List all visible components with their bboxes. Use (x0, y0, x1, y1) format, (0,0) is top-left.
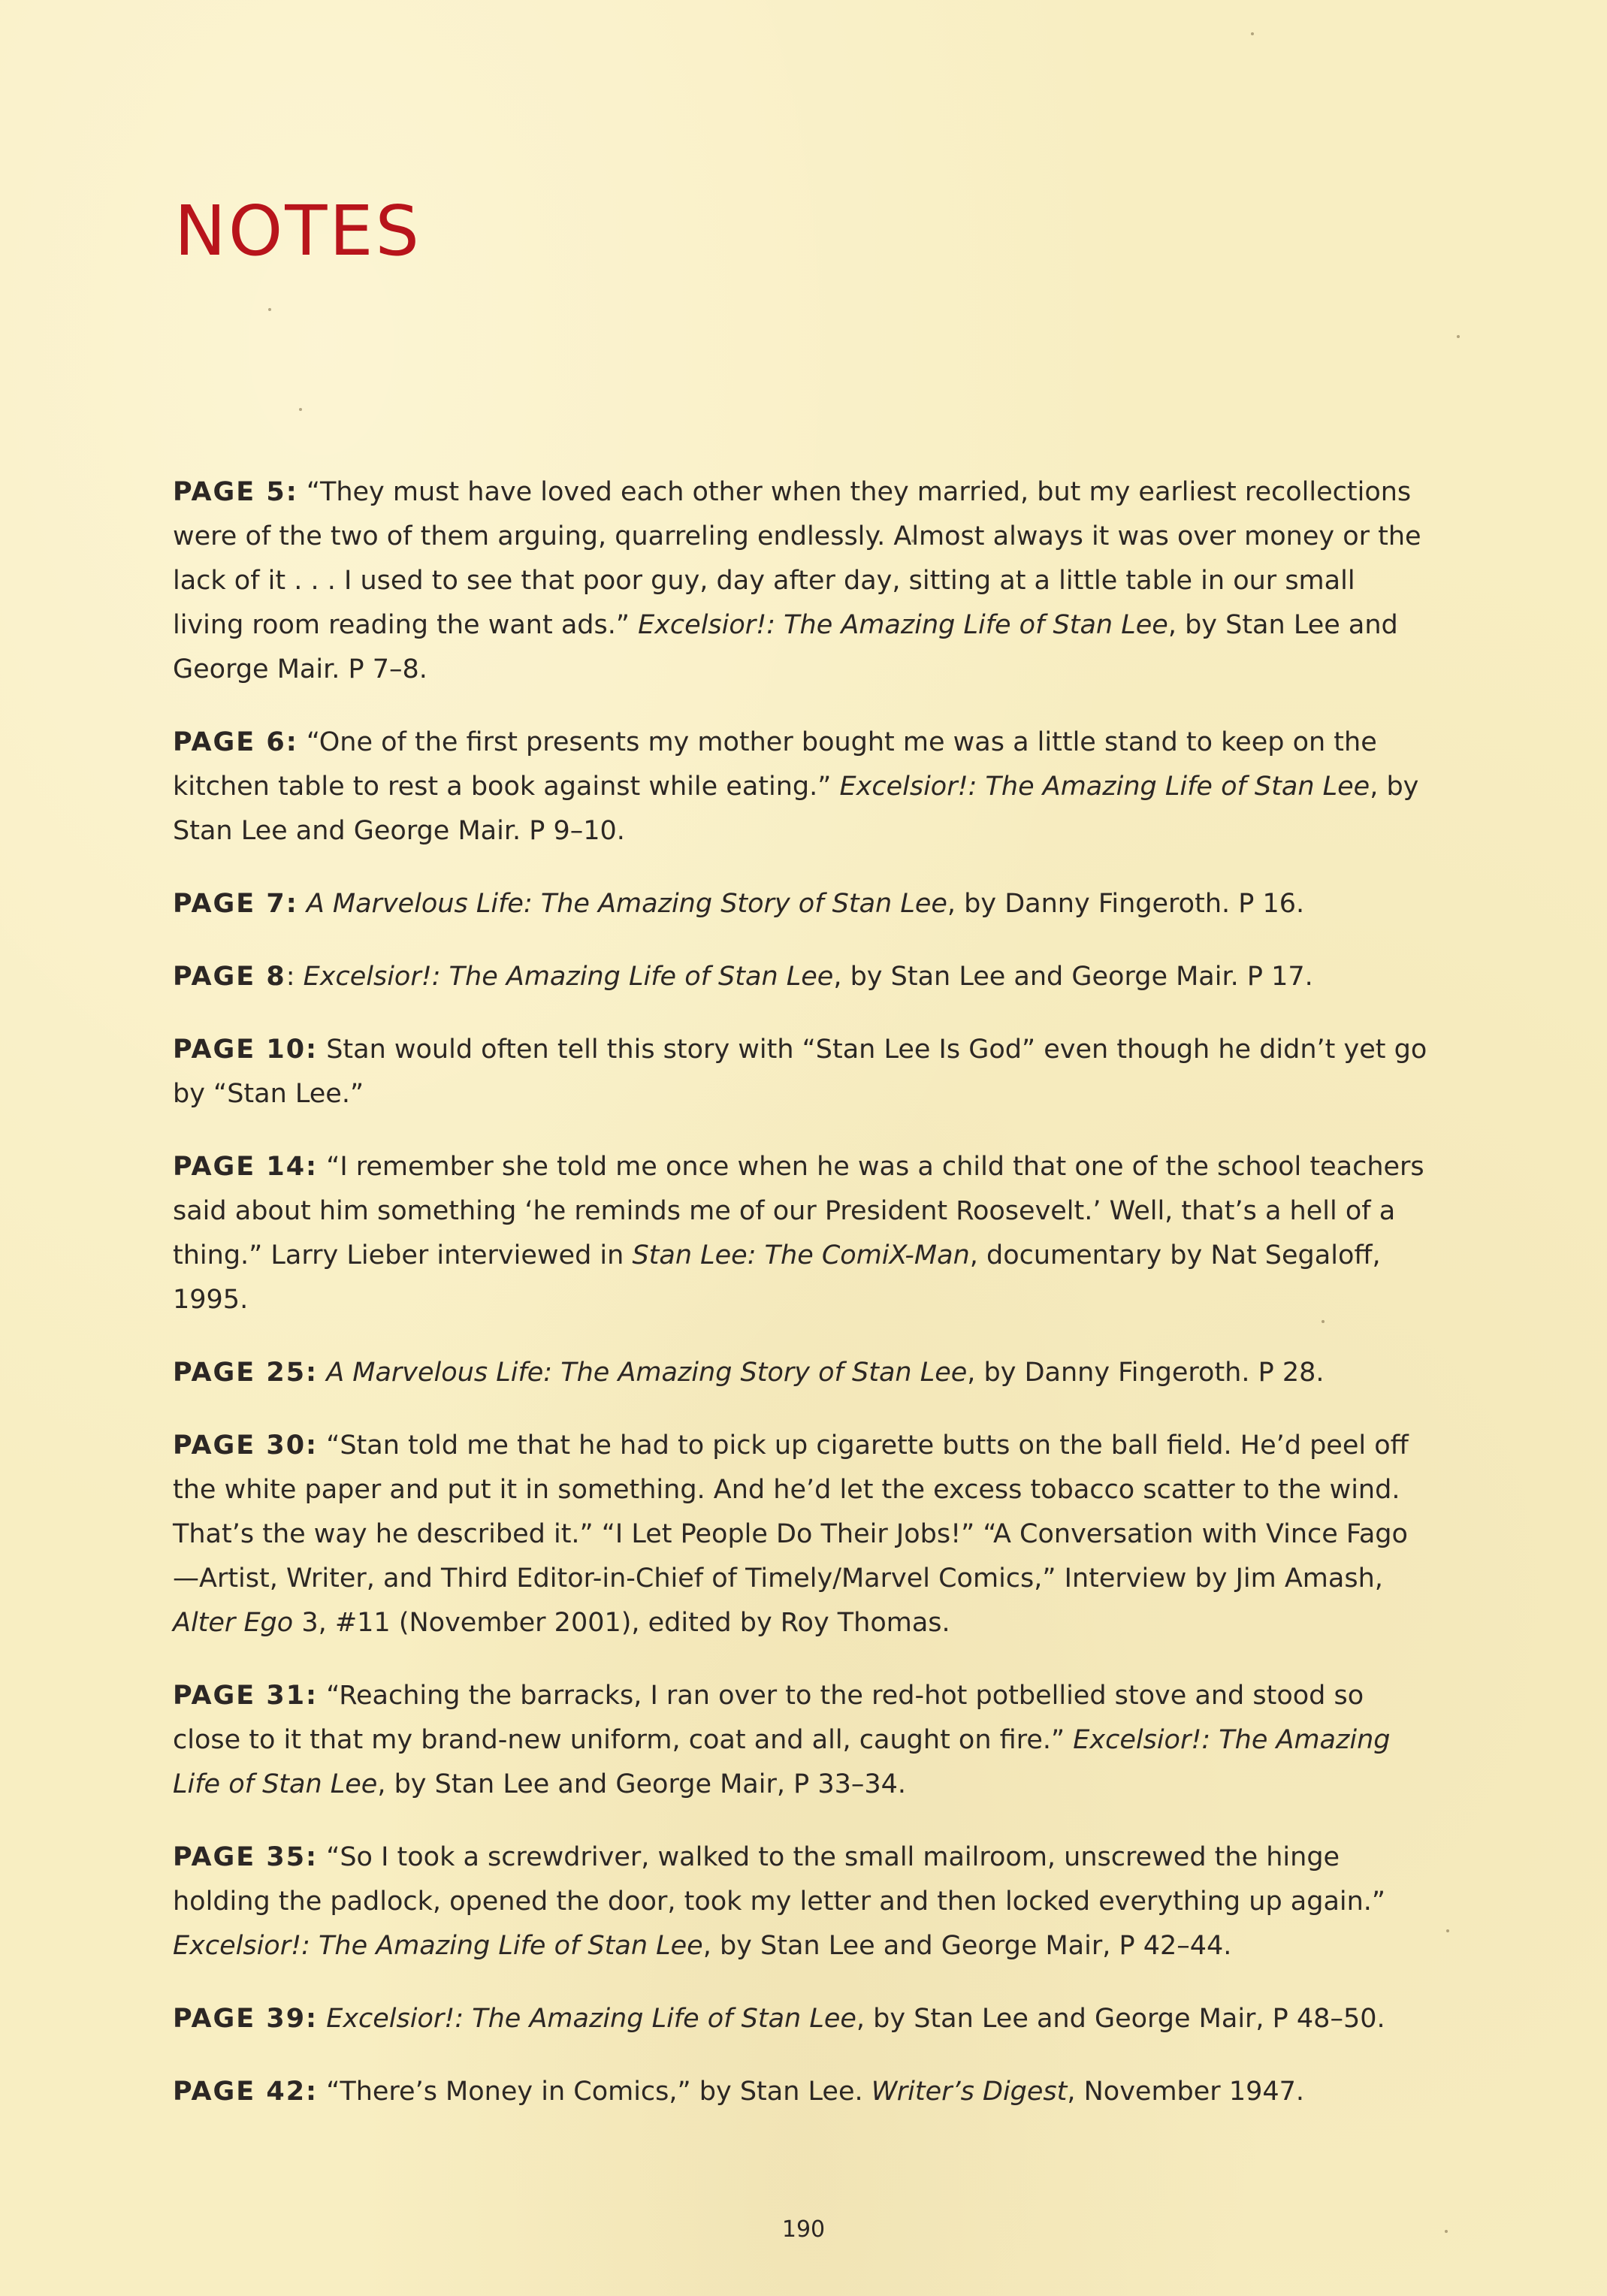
note-citation-title: A Marvelous Life: The Amazing Story of Stan Lee (326, 1358, 968, 1388)
note-entry (173, 955, 1427, 999)
note-text: , by Stan Lee and George Mair. P 7–8. (173, 610, 1398, 684)
note-text: Stan would often tell this story with “Stan Lee Is God” even though he didn’t yet go by “Stan Lee.” (173, 1035, 1427, 1109)
note-text (298, 889, 307, 919)
note-label: PAGE 5: (173, 477, 298, 507)
note-text: , by Stan Lee and George Mair. P 17. (833, 962, 1313, 992)
note-entry (173, 1424, 1427, 1645)
notes-list (173, 470, 1427, 2143)
paper-speck (1457, 335, 1460, 338)
note-text: , by Danny Fingeroth. P 28. (967, 1358, 1325, 1388)
note-entry (173, 1028, 1427, 1116)
paper-speck (1322, 1320, 1325, 1323)
note-citation-title: Excelsior!: The Amazing Life of Stan Lee (173, 1931, 703, 1961)
note-citation-title: Excelsior!: The Amazing Life of Stan Lee (326, 2004, 856, 2034)
note-text: “They must have loved each other when they married, but my earliest recollections were of the two of them arguing, quarreling endlessly. Almost always it was over money or the lack of it . . . I used to see that poor guy, day after day, sitting at a little table in our small living room reading the want ads.” (173, 477, 1421, 640)
note-label: PAGE 10: (173, 1035, 319, 1065)
note-label: PAGE 25: (173, 1358, 319, 1388)
note-citation-title: Excelsior!: The Amazing Life of Stan Lee (638, 610, 1168, 640)
note-label: PAGE 8 (173, 962, 286, 992)
note-text: “One of the first presents my mother bought me was a little stand to keep on the kitchen table to rest a book against while eating.” (173, 727, 1377, 802)
note-text: , by Stan Lee and George Mair. P 9–10. (173, 772, 1419, 846)
paper-speck (1446, 1929, 1449, 1932)
note-text: , by Stan Lee and George Mair, P 48–50. (856, 2004, 1385, 2034)
note-citation-title: Alter Ego (173, 1608, 294, 1638)
note-text: , November 1947. (1067, 2077, 1305, 2107)
note-entry (173, 1351, 1427, 1395)
note-text: “Reaching the barracks, I ran over to the red-hot potbellied stove and stood so close to it that my brand-new uniform, coat and all, caught on fire.” (173, 1681, 1364, 1755)
note-entry (173, 1674, 1427, 1807)
note-text: , by Danny Fingeroth. P 16. (947, 889, 1305, 919)
note-label: PAGE 6: (173, 727, 298, 757)
note-text: “So I took a screwdriver, walked to the small mailroom, unscrewed the hinge holding the padlock, opened the door, took my letter and then locked everything up again.” (173, 1842, 1386, 1917)
note-text: 3, #11 (November 2001), edited by Roy Thomas. (293, 1608, 950, 1638)
note-citation-title: Excelsior!: The Amazing Life of Stan Lee (839, 772, 1370, 802)
note-label: PAGE 14: (173, 1152, 319, 1182)
note-text: , documentary by Nat Segaloff, 1995. (173, 1240, 1381, 1315)
note-label: PAGE 7: (173, 889, 298, 919)
note-entry (173, 470, 1427, 692)
note-entry (173, 1997, 1427, 2041)
note-label: PAGE 35: (173, 1842, 319, 1872)
note-text: “There’s Money in Comics,” by Stan Lee. (318, 2077, 871, 2107)
note-entry (173, 1835, 1427, 1968)
note-entry (173, 721, 1427, 853)
note-label: PAGE 42: (173, 2077, 319, 2107)
note-entry (173, 1145, 1427, 1322)
note-citation-title: Writer’s Digest (871, 2077, 1068, 2107)
note-label: PAGE 39: (173, 2004, 319, 2034)
note-citation-title: Stan Lee: The ComiX-Man (632, 1240, 970, 1270)
note-entry (173, 882, 1427, 926)
page-number: 190 (781, 2216, 826, 2243)
note-text (318, 1358, 326, 1388)
note-text (318, 2004, 326, 2034)
note-text: , by Stan Lee and George Mair, P 33–34. (377, 1769, 907, 1799)
note-text: : (285, 962, 304, 992)
note-citation-title: Excelsior!: The Amazing Life of Stan Lee (173, 1725, 1391, 1799)
note-citation-title: A Marvelous Life: The Amazing Story of Stan Lee (306, 889, 947, 919)
note-label: PAGE 30: (173, 1430, 319, 1461)
paper-speck (911, 539, 914, 542)
paper-speck (299, 408, 302, 411)
note-text: “I remember she told me once when he was a child that one of the school teachers said about him something ‘he reminds me of our President Roosevelt.’ Well, that’s a hell of a thing.” Larry Lieber interviewed in (173, 1152, 1424, 1270)
note-entry (173, 2070, 1427, 2114)
paper-speck (268, 308, 271, 311)
paper-speck (1445, 2230, 1448, 2233)
note-citation-title: Excelsior!: The Amazing Life of Stan Lee (303, 962, 834, 992)
page-title: NOTES (174, 191, 421, 271)
note-text: , by Stan Lee and George Mair, P 42–44. (702, 1931, 1232, 1961)
note-label: PAGE 31: (173, 1681, 319, 1711)
note-text: “Stan told me that he had to pick up cigarette butts on the ball field. He’d peel off the white paper and put it in something. And he’d let the excess tobacco scatter to the wind. That’s the way he described it.” “I Let People Do Their Jobs!” “A Conversation with Vince Fago—Artist, Writer, and Third Editor-in-Chief of Timely/Marvel Comics,” Interview by Jim Amash, (173, 1430, 1409, 1594)
paper-speck (1251, 32, 1254, 35)
